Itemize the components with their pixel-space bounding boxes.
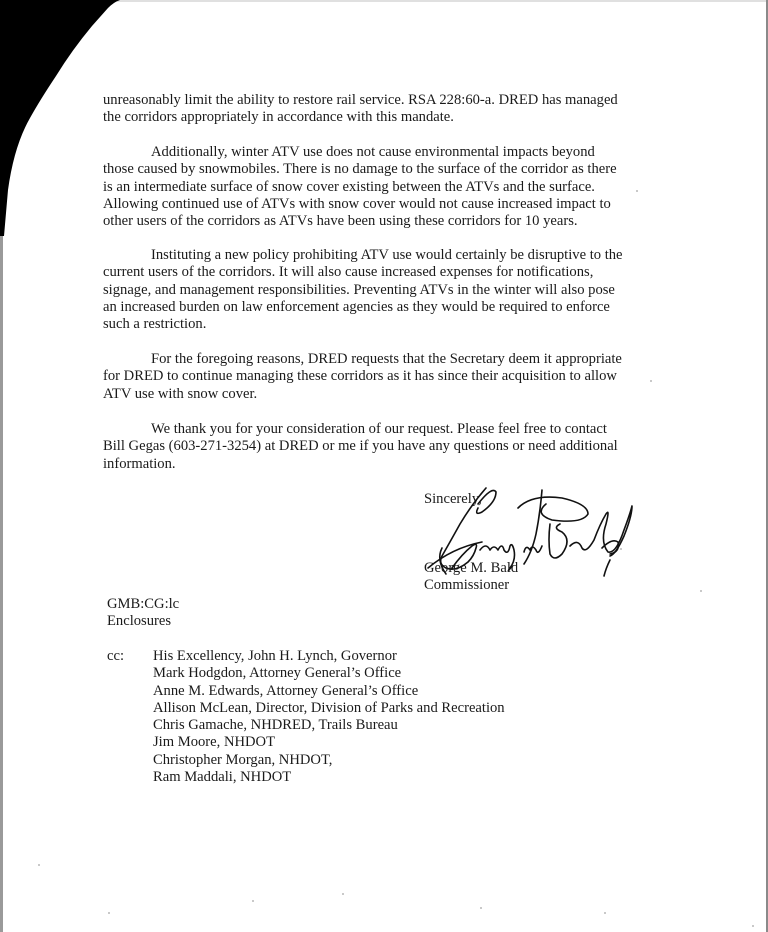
paragraph-line: unreasonably limit the ability to restore rail service. RSA 228:60-a. DRED has managed bbox=[103, 92, 618, 108]
cc-recipient: Anne M. Edwards, Attorney General’s Office bbox=[153, 682, 419, 699]
cc-recipient-list bbox=[153, 648, 505, 786]
cc-recipient: Mark Hodgdon, Attorney General’s Office bbox=[153, 665, 402, 682]
scan-speck bbox=[252, 900, 254, 902]
signer-name: George M. Bald bbox=[424, 560, 519, 576]
reference-initials: GMB:CG:lc bbox=[107, 596, 180, 612]
thanks-paragraph bbox=[103, 421, 618, 473]
paragraph-line: signage, and management responsibilities. Preventing ATVs in the winter will also pose bbox=[103, 281, 615, 298]
paragraph-line: the corridors appropriately in accordance with this mandate. bbox=[103, 109, 454, 126]
cc-recipient: Chris Gamache, NHDRED, Trails Bureau bbox=[153, 717, 398, 734]
paragraph-line: Bill Gegas (603-271-3254) at DRED or me if you have any questions or need additional bbox=[103, 438, 618, 455]
scan-speck bbox=[752, 925, 754, 927]
paragraph-line: such a restriction. bbox=[103, 316, 207, 333]
request-paragraph bbox=[103, 351, 622, 403]
paragraph-line: for DRED to continue managing these corridors as it has since their acquisition to allow bbox=[103, 368, 617, 385]
cc-recipient: Jim Moore, NHDOT bbox=[153, 734, 276, 751]
paragraph-line: is an intermediate surface of snow cover existing between the ATVs and the surface. bbox=[103, 178, 595, 195]
signer-title: Commissioner bbox=[424, 577, 510, 593]
paragraph-line: information. bbox=[103, 455, 176, 472]
scan-speck bbox=[636, 190, 638, 192]
paragraph-line: Allowing continued use of ATVs with snow cover would not cause increased impact to bbox=[103, 195, 611, 212]
paragraph-line: an increased burden on law enforcement agencies as they would be required to enforce bbox=[103, 298, 610, 315]
rail-service-paragraph bbox=[103, 92, 618, 127]
paragraph-line: other users of the corridors as ATVs have been using these corridors for 10 years. bbox=[103, 213, 578, 230]
paragraph-line: those caused by snowmobiles. There is no damage to the surface of the corridor as there bbox=[103, 161, 617, 178]
paragraph-line: For the foregoing reasons, DRED requests that the Secretary deem it appropriate bbox=[151, 351, 622, 367]
enclosures-label: Enclosures bbox=[107, 613, 172, 629]
scan-speck bbox=[620, 548, 622, 550]
paragraph-line: We thank you for your consideration of our request. Please feel free to contact bbox=[151, 421, 607, 437]
scan-speck bbox=[604, 912, 606, 914]
paragraph-line: current users of the corridors. It will also cause increased expenses for notifications, bbox=[103, 264, 594, 281]
disruption-paragraph bbox=[103, 247, 623, 333]
scan-speck bbox=[700, 590, 702, 592]
scan-speck bbox=[342, 893, 344, 895]
closing-salutation: Sincerely, bbox=[424, 491, 482, 507]
paragraph-line: ATV use with snow cover. bbox=[103, 385, 258, 402]
scan-speck bbox=[108, 912, 110, 914]
scan-speck bbox=[38, 864, 40, 866]
cc-label: cc: bbox=[107, 648, 125, 664]
cc-recipient: His Excellency, John H. Lynch, Governor bbox=[153, 648, 397, 664]
paragraph-line: Additionally, winter ATV use does not cause environmental impacts beyond bbox=[151, 144, 595, 160]
cc-recipient: Christopher Morgan, NHDOT, bbox=[153, 751, 333, 768]
cc-recipient: Ram Maddali, NHDOT bbox=[153, 769, 292, 786]
cc-recipient: Allison McLean, Director, Division of Parks and Recreation bbox=[153, 699, 505, 716]
paragraph-line: Instituting a new policy prohibiting ATV use would certainly be disruptive to the bbox=[151, 247, 623, 263]
scan-speck bbox=[650, 380, 652, 382]
environmental-impact-paragraph bbox=[103, 144, 617, 230]
scan-speck bbox=[480, 907, 482, 909]
